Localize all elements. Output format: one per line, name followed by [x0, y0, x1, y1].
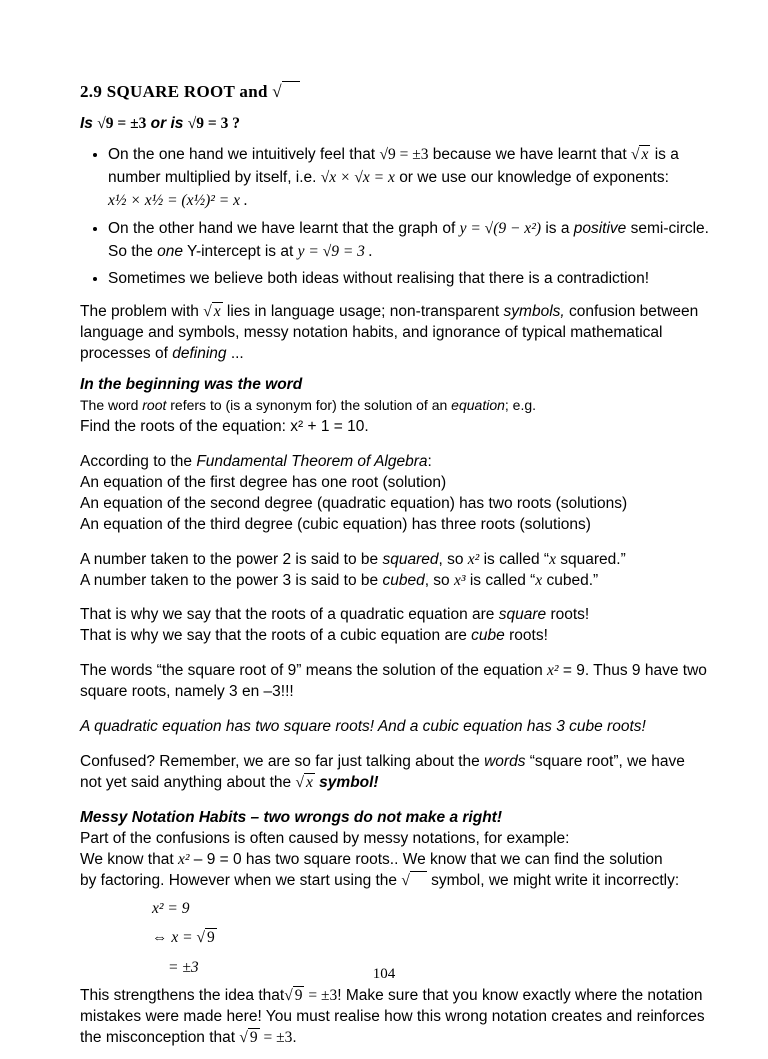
messy-paragraph: Part of the confusions is often caused by messy notations, for example: We know that x² – 9 = 0 has two square roots.. We know that we can find the solution by factoring. However when we start using the √ symbol, we might write it incorrectly: — [80, 829, 680, 889]
derivation-line-2: ⇔ x = √ 9 — [152, 929, 215, 947]
derivation-line-1: x² = 9 — [152, 899, 190, 917]
conclusion-paragraph: This strengthens the idea that√ 9 = ±3! Make sure that you know exactly where the notation mistakes were made here! You must realise how this wrong notation creates and reinforces the misconception that √ 9 = ±3. — [80, 986, 705, 1046]
bullet-list — [80, 143, 710, 291]
section-title: SQUARE ROOT and — [106, 82, 268, 101]
section-heading — [80, 82, 710, 102]
exponent-identity: x½ × x½ = (x½)² = x . — [108, 192, 248, 210]
messy-heading: Messy Notation Habits – two wrongs do not make a right! — [80, 808, 502, 826]
bullet-2: • On the other hand we have learnt that the graph of y = √(9 − x²) is a positive semi-circle. So the one Y-intercept is at y = √9 = 3 . — [108, 217, 710, 264]
bullet-3: • Sometimes we believe both ideas without realising that there is a contradiction! — [108, 267, 710, 290]
y-intercept: y = √9 = 3 . — [297, 242, 373, 260]
meaning-paragraph: The words “the square root of 9” means the solution of the equation x² = 9. Thus 9 have two square roots, namely 3 en –3!!! — [80, 662, 707, 701]
question-eq2: √9 = 3 ? — [187, 115, 240, 132]
question-eq1: √9 = ±3 — [97, 115, 147, 132]
bullet-1: • On the one hand we intuitively feel that √9 = ±3 because we have learnt that √ x is a number multiplied by itself, i.e. √x × √x = x or we use our knowledge of exponents: x½ × x½ = (x½)² = x . — [108, 143, 710, 213]
derivation-line-3: = ±3 — [168, 958, 199, 976]
emphasis-line: A quadratic equation has two square roots! And a cubic equation has 3 cube roots! — [80, 718, 646, 736]
powers-paragraph: A number taken to the power 2 is said to be squared, so x² is called “x squared.” A number taken to the power 3 is said to be cubed, so x³ is called “x cubed.” — [80, 550, 626, 589]
bullet-1-eq: √9 = ±3 — [379, 145, 429, 163]
question-line — [80, 114, 710, 135]
question-or-is: or is — [150, 115, 184, 132]
sqrt-x: √ x — [630, 145, 649, 163]
sqrt-product: √x × √x = x — [320, 169, 395, 187]
roots-paragraph: That is why we say that the roots of a quadratic equation are square roots! That is why we say that the roots of a cubic equation are cube roots! — [80, 606, 590, 645]
page-number: 104 — [372, 966, 396, 982]
document-page — [80, 82, 710, 1059]
fundamental-paragraph: According to the Fundamental Theorem of Algebra: An equation of the first degree has one root (solution) An equation of the second degree (quadratic equation) has two roots (solutions) An equation of the third degree (cubic equation) has three roots (solutions) — [80, 452, 628, 533]
word-paragraph: The word root refers to (is a synonym for) the solution of an equation; e.g. Find the roots of the equation: x² + 1 = 10. — [80, 397, 537, 436]
problem-paragraph: The problem with √ x lies in language usage; non-transparent symbols, confusion between language and symbols, messy notation habits, and ignorance of typical mathematical processes of defining ... — [80, 303, 699, 363]
confused-paragraph: Confused? Remember, we are so far just talking about the words “square root”, we have not yet said anything about the √ x symbol! — [80, 753, 685, 792]
semicircle-equation: y = √(9 − x²) — [459, 219, 541, 237]
sqrt-symbol: √ — [272, 82, 299, 102]
question-is: Is — [80, 115, 93, 132]
word-heading: In the beginning was the word — [80, 376, 303, 394]
section-number: 2.9 — [80, 82, 103, 101]
